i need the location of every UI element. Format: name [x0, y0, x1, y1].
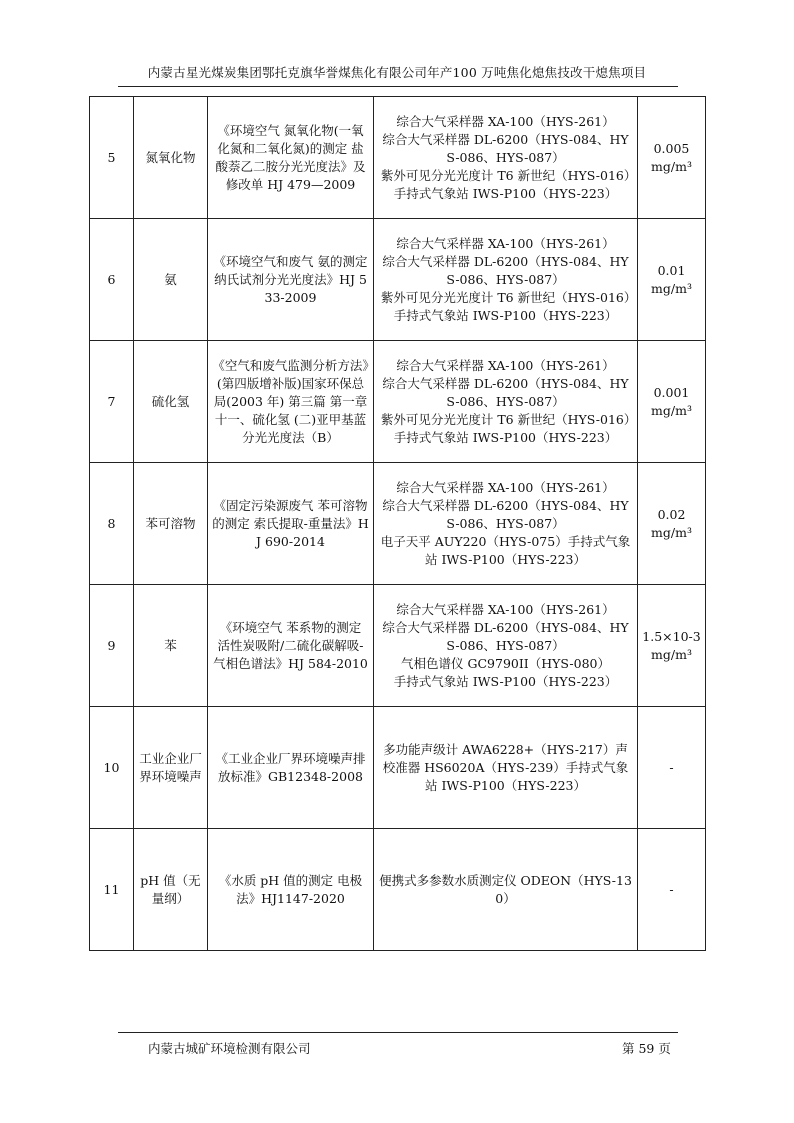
equipment-line: 电子天平 AUY220（HYS-075）手持式气象站 IWS-P100（HYS-223）: [380, 533, 631, 567]
equipment-line: 综合大气采样器 DL-6200（HYS-084、HYS-086、HYS-087）: [382, 253, 629, 287]
limit-value: -: [669, 759, 674, 775]
row-method: 《工业企业厂界环境噪声排放标准》GB12348-2008: [208, 707, 374, 829]
row-equipment: [374, 341, 638, 463]
row-method: 《环境空气 氮氧化物(一氧化氮和二氧化氮)的测定 盐酸萘乙二胺分光光度法》及修改单 HJ 479—2009: [208, 97, 374, 219]
equipment-line: 综合大气采样器 XA-100（HYS-261）: [396, 357, 615, 373]
row-method: 《水质 pH 值的测定 电极法》HJ1147-2020: [208, 829, 374, 951]
table-row: [90, 829, 706, 951]
table-row: [90, 97, 706, 219]
table-row: [90, 341, 706, 463]
methods-table: [89, 96, 706, 951]
page-header-title: 内蒙古星光煤炭集团鄂托克旗华誉煤焦化有限公司年产100 万吨焦化熄焦技改干熄焦项目: [147, 65, 647, 80]
row-detection-limit: [638, 829, 706, 951]
limit-value: 0.02: [657, 506, 686, 522]
equipment-line: 紫外可见分光光度计 T6 新世纪（HYS-016）手持式气象站 IWS-P100（HYS-223）: [380, 167, 631, 201]
row-item: 氨: [134, 219, 208, 341]
equipment-line: 多功能声级计 AWA6228+（HYS-217）声校准器 HS6020A（HYS-239）手持式气象站 IWS-P100（HYS-223）: [382, 741, 629, 793]
row-detection-limit: [638, 97, 706, 219]
row-equipment: [374, 585, 638, 707]
table-row: [90, 219, 706, 341]
row-detection-limit: [638, 707, 706, 829]
row-detection-limit: [638, 585, 706, 707]
row-equipment: [374, 707, 638, 829]
limit-value: 0.005: [653, 140, 690, 156]
footer-divider: [118, 1032, 678, 1033]
row-equipment: [374, 97, 638, 219]
equipment-line: 综合大气采样器 XA-100（HYS-261）: [396, 113, 615, 129]
row-number: 6: [90, 219, 134, 341]
row-number: 7: [90, 341, 134, 463]
table-row: [90, 463, 706, 585]
table-row: [90, 707, 706, 829]
row-detection-limit: [638, 341, 706, 463]
limit-value: 0.01: [657, 262, 686, 278]
row-detection-limit: [638, 219, 706, 341]
row-item: 氮氧化物: [134, 97, 208, 219]
row-detection-limit: [638, 463, 706, 585]
table-row: [90, 585, 706, 707]
equipment-line: 便携式多参数水质测定仪 ODEON（HYS-130）: [379, 872, 632, 906]
limit-value: 0.001: [653, 384, 690, 400]
row-item: 工业企业厂界环境噪声: [134, 707, 208, 829]
limit-unit: mg/m³: [651, 402, 692, 418]
limit-unit: mg/m³: [651, 646, 692, 662]
limit-value: 1.5×10-3: [642, 628, 701, 644]
equipment-line: 综合大气采样器 XA-100（HYS-261）: [396, 601, 615, 617]
row-number: 8: [90, 463, 134, 585]
row-number: 5: [90, 97, 134, 219]
row-method: 《固定污染源废气 苯可溶物的测定 索氏提取-重量法》HJ 690-2014: [208, 463, 374, 585]
row-method: 《空气和废气监测分析方法》(第四版增补版)国家环保总局(2003 年) 第三篇 第一章 十一、硫化氢 (二)亚甲基蓝分光光度法（B）: [208, 341, 374, 463]
equipment-line: 综合大气采样器 XA-100（HYS-261）: [396, 235, 615, 251]
row-equipment: [374, 463, 638, 585]
row-item: pH 值（无量纲）: [134, 829, 208, 951]
equipment-line: 综合大气采样器 DL-6200（HYS-084、HYS-086、HYS-087）: [382, 131, 629, 165]
footer-company: 内蒙古城矿环境检测有限公司: [148, 1041, 311, 1056]
row-method: 《环境空气 苯系物的测定 活性炭吸附/二硫化碳解吸-气相色谱法》HJ 584-2010: [208, 585, 374, 707]
row-equipment: [374, 829, 638, 951]
row-number: 9: [90, 585, 134, 707]
limit-unit: mg/m³: [651, 158, 692, 174]
row-item: 硫化氢: [134, 341, 208, 463]
equipment-line: 气相色谱仪 GC9790II（HYS-080）: [401, 655, 610, 671]
equipment-line: 综合大气采样器 DL-6200（HYS-084、HYS-086、HYS-087）: [382, 497, 629, 531]
equipment-line: 综合大气采样器 DL-6200（HYS-084、HYS-086、HYS-087）: [382, 619, 629, 653]
row-number: 10: [90, 707, 134, 829]
row-item: 苯可溶物: [134, 463, 208, 585]
limit-unit: mg/m³: [651, 280, 692, 296]
row-method: 《环境空气和废气 氨的测定 纳氏试剂分光光度法》HJ 533-2009: [208, 219, 374, 341]
equipment-line: 手持式气象站 IWS-P100（HYS-223）: [393, 673, 618, 689]
equipment-line: 紫外可见分光光度计 T6 新世纪（HYS-016）手持式气象站 IWS-P100（HYS-223）: [380, 411, 631, 445]
limit-unit: mg/m³: [651, 524, 692, 540]
header-divider: [118, 86, 678, 87]
equipment-line: 综合大气采样器 DL-6200（HYS-084、HYS-086、HYS-087）: [382, 375, 629, 409]
equipment-line: 综合大气采样器 XA-100（HYS-261）: [396, 479, 615, 495]
footer-page-number: 第 59 页: [622, 1041, 671, 1056]
limit-value: -: [669, 881, 674, 897]
row-equipment: [374, 219, 638, 341]
row-item: 苯: [134, 585, 208, 707]
equipment-line: 紫外可见分光光度计 T6 新世纪（HYS-016）手持式气象站 IWS-P100（HYS-223）: [380, 289, 631, 323]
row-number: 11: [90, 829, 134, 951]
